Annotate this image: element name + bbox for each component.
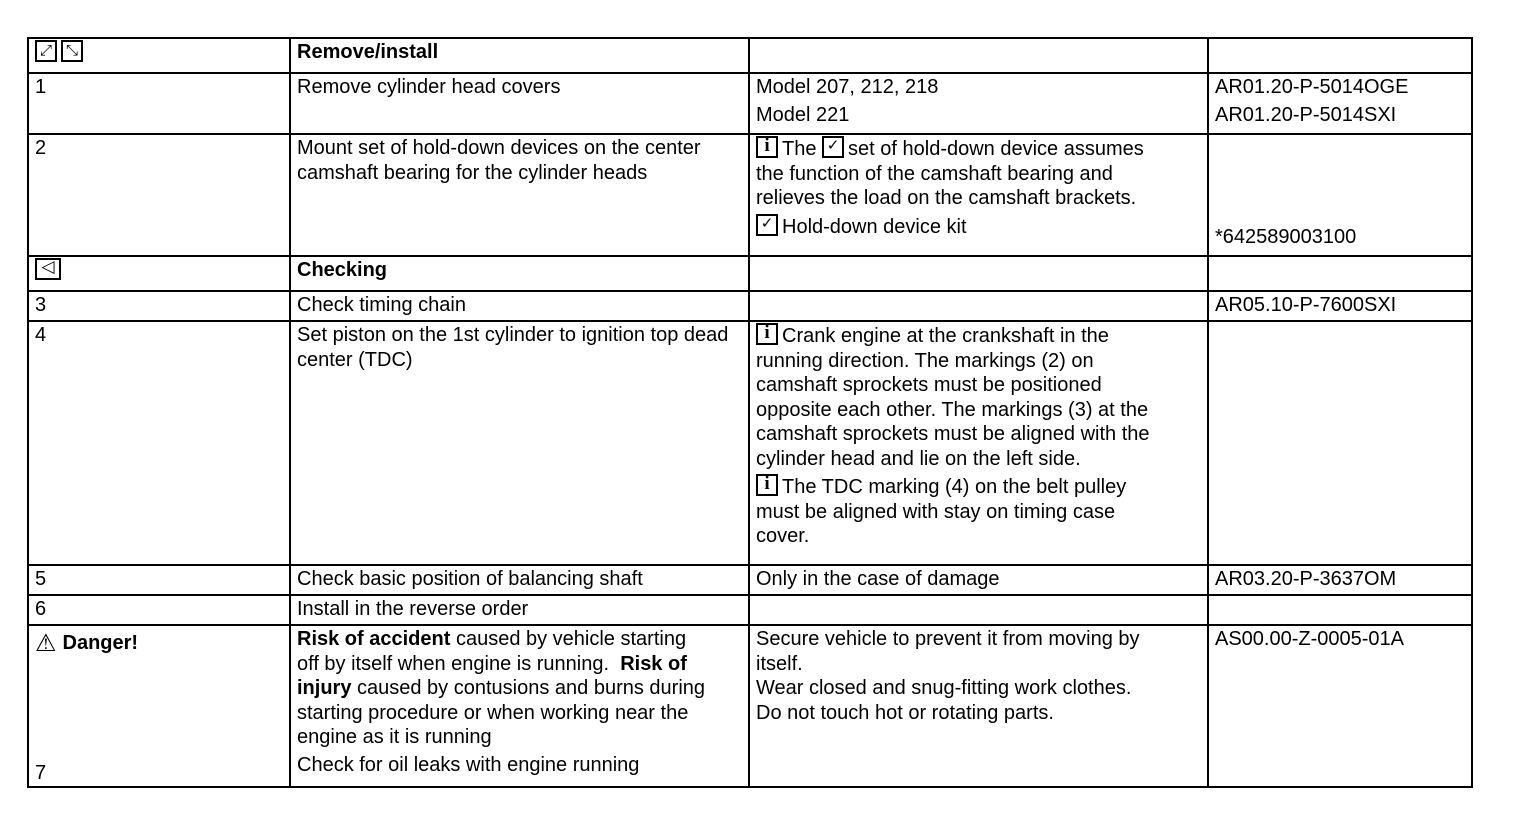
table-row <box>28 565 1472 595</box>
table-row <box>28 321 1472 565</box>
step-number: 3 <box>28 291 290 321</box>
step-action: Set piston on the 1st cylinder to ignition top dead center (TDC) <box>290 321 749 565</box>
risk-of-accident: Risk of accident <box>297 628 451 650</box>
table-row-danger <box>28 625 1472 787</box>
info-icon <box>756 323 778 345</box>
step-action: Mount set of hold-down devices on the center camshaft bearing for the cylinder heads <box>290 134 749 256</box>
step-reference <box>1208 73 1472 134</box>
cell-symbols <box>28 256 290 291</box>
reference-link[interactable]: AR01.20-P-5014OGE <box>1215 76 1409 98</box>
danger-label: Danger! <box>62 632 139 654</box>
risk-of-injury: Risk of <box>620 652 687 675</box>
cell-empty <box>749 38 1208 73</box>
reference-link[interactable]: AR01.20-P-5014SXI <box>1215 103 1397 126</box>
step-reference <box>1208 565 1472 595</box>
step-reference <box>1208 291 1472 321</box>
step-action: Remove cylinder head covers <box>290 73 749 134</box>
step-number: 7 <box>35 761 47 784</box>
cell-empty <box>1208 321 1472 565</box>
checking-icon <box>35 258 61 280</box>
cell-empty <box>1208 38 1472 73</box>
safety-measures: Secure vehicle to prevent it from moving by itself. Wear closed and snug-fitting work clothes. Do not touch hot or rotating parts. <box>749 625 1208 787</box>
step-number: 5 <box>28 565 290 595</box>
repair-procedure-table <box>27 37 1473 788</box>
step-action: Check timing chain <box>290 291 749 321</box>
risk-of-injury: injury <box>297 677 352 699</box>
model-note: Model 207, 212, 218 <box>756 76 939 98</box>
table-row <box>28 73 1472 134</box>
step-action: Install in the reverse order <box>290 595 749 625</box>
step-number: 2 <box>28 134 290 256</box>
cell-empty <box>749 256 1208 291</box>
table-row <box>28 134 1472 256</box>
reference-link[interactable]: AR05.10-P-7600SXI <box>1215 294 1397 316</box>
info-icon <box>756 136 778 158</box>
step-number: 1 <box>28 73 290 134</box>
table-row-checking <box>28 256 1472 291</box>
special-tool-icon <box>756 214 778 236</box>
cell-symbols <box>28 38 290 73</box>
tool-name: Hold-down device kit <box>782 215 967 238</box>
reference-link[interactable]: AR03.20-P-3637OM <box>1215 568 1397 590</box>
table-row <box>28 595 1472 625</box>
cell-empty <box>1208 256 1472 291</box>
reference-link[interactable]: AS00.00-Z-0005-01A <box>1215 628 1405 650</box>
warning-triangle-icon: ⚠ <box>35 629 57 657</box>
info-icon <box>756 474 778 496</box>
special-tool-icon <box>822 136 844 158</box>
cell-empty <box>749 595 1208 625</box>
step-action: Check basic position of balancing shaft <box>290 565 749 595</box>
install-icon <box>61 40 83 62</box>
step-note: iThe ✓ set of hold-down device assumes the function of the camshaft bearing and relieves the load on the camshaft brackets. ✓Hold-down device kit <box>749 134 1208 256</box>
step-note: iCrank engine at the crankshaft in the running direction. The markings (2) on camshaft sprockets must be positioned opposite each other. The markings (3) at the camshaft sprockets must be aligned with the cylinder head and lie on the left side. iThe TDC marking (4) on the belt pulley must be aligned with stay on timing case cover. <box>749 321 1208 565</box>
step-number: 4 <box>28 321 290 565</box>
step-note <box>749 73 1208 134</box>
step-reference <box>1208 134 1472 256</box>
step-reference <box>1208 625 1472 787</box>
step-note: Only in the case of damage <box>749 565 1208 595</box>
cell-empty <box>1208 595 1472 625</box>
step-number: 6 <box>28 595 290 625</box>
cell-empty <box>749 291 1208 321</box>
model-note: Model 221 <box>756 103 850 126</box>
tool-part-number[interactable]: *642589003100 <box>1215 225 1357 248</box>
section-title-remove-install: Remove/install <box>290 38 749 73</box>
step-action: Check for oil leaks with engine running <box>297 753 640 776</box>
danger-cell <box>28 625 290 787</box>
table-row-remove-install <box>28 38 1472 73</box>
danger-description: Risk of accident caused by vehicle starting off by itself when engine is running. Risk of injury caused by contusions and burns during starting procedure or when working near the engine as it is running Check for oil leaks with engine running <box>290 625 749 787</box>
section-title-checking: Checking <box>290 256 749 291</box>
table-row <box>28 291 1472 321</box>
remove-icon <box>35 40 57 62</box>
